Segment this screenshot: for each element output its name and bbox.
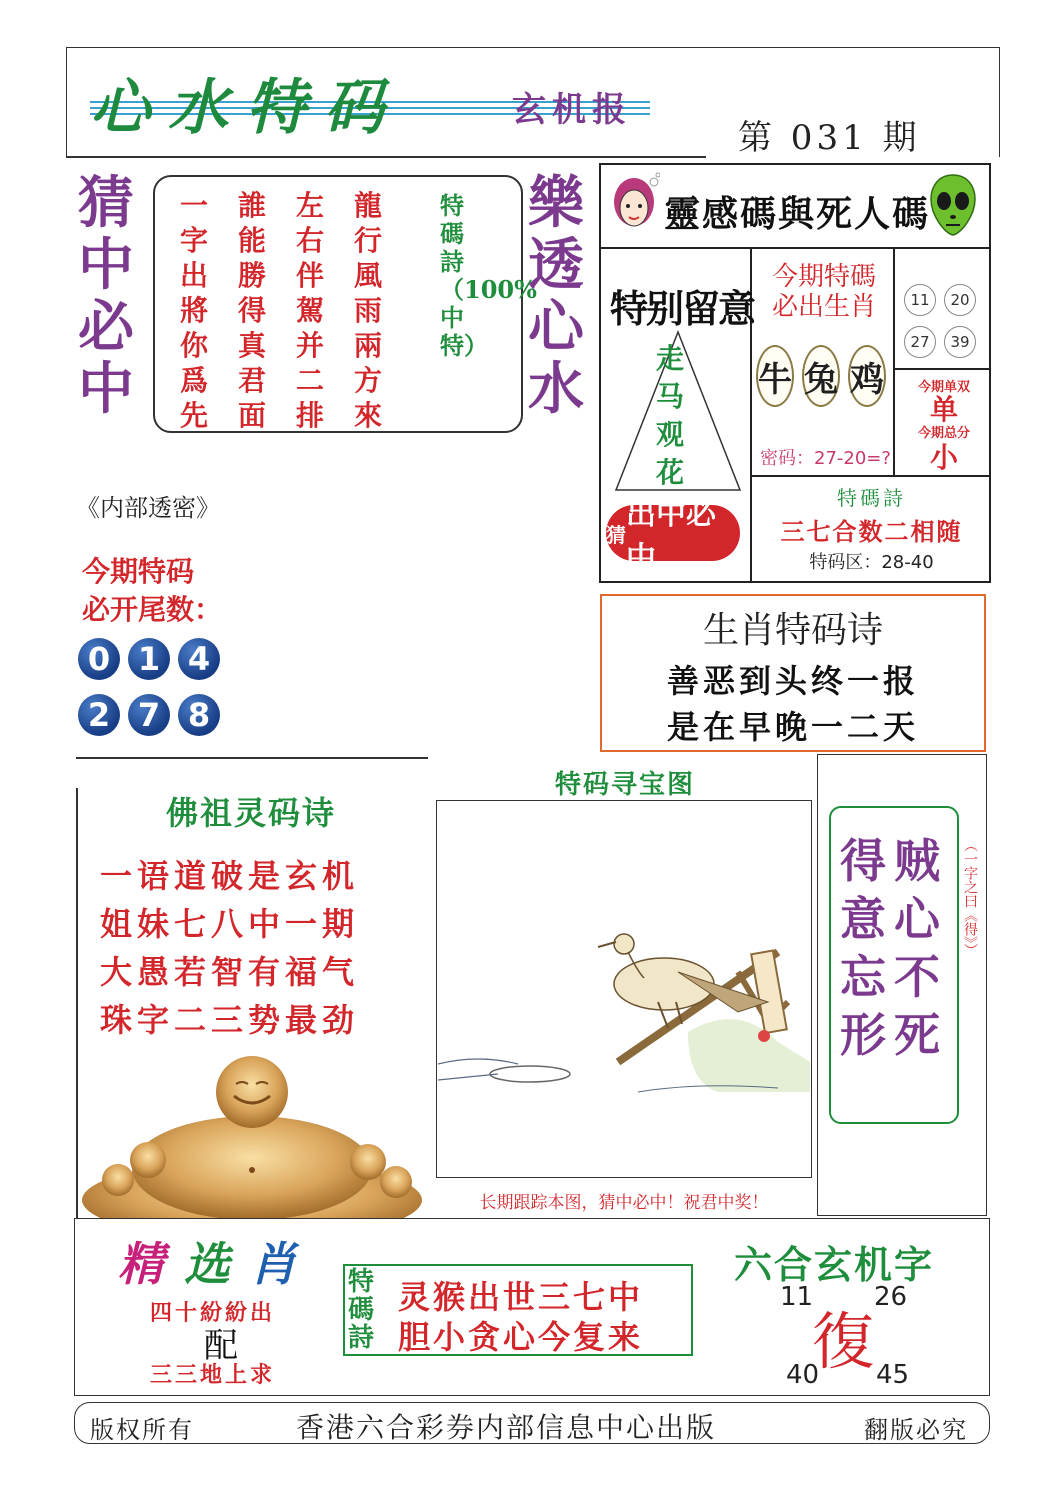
- poem-char: 左: [296, 189, 325, 222]
- masthead-subtitle: 玄机报: [512, 90, 632, 130]
- zodiac-poem-title: 生肖特码诗: [702, 610, 883, 651]
- bottom-special-poem-line: 胆小贪心今复来: [398, 1318, 644, 1356]
- vertical-poem-hint: （一字之曰《得》）: [962, 838, 978, 957]
- secret-code: 密码：27-20=?: [760, 448, 891, 469]
- liuhe-number: 45: [876, 1360, 910, 1390]
- vertical-poem-char: 得: [840, 834, 886, 888]
- footer-publisher: 香港六合彩券内部信息中心出版: [296, 1411, 717, 1444]
- number-circle: 20: [944, 284, 976, 316]
- divider: [893, 247, 895, 475]
- lottery-banner-char: 透: [528, 232, 584, 298]
- horse-phrase-char: 马: [656, 380, 685, 413]
- lottery-banner-char: 水: [528, 356, 584, 422]
- horse-phrase-char: 花: [656, 456, 685, 489]
- tail-heading-line: 今期特码: [82, 555, 195, 588]
- tail-number-ball: 8: [178, 694, 220, 736]
- vertical-poem-char: 意: [840, 892, 886, 946]
- poem-char: 真: [238, 329, 267, 362]
- liuhe-title: 六合玄机字: [734, 1242, 935, 1287]
- poem-column: [180, 188, 208, 433]
- pair-char: 配: [204, 1326, 238, 1366]
- total-label: 今期总分: [917, 426, 970, 441]
- poem-char: 能: [238, 224, 267, 257]
- bottom-special-poem-label: [348, 1268, 374, 1352]
- poem-char: 伴: [296, 259, 325, 292]
- special-poem-label: 特碼詩: [837, 486, 906, 510]
- zodiac-oval: 兔: [802, 345, 840, 407]
- guess-banner: [78, 172, 134, 420]
- buddha-poem: [100, 852, 359, 1044]
- poem-char: 誰: [238, 189, 267, 222]
- riddle-line: 四十紛紛出: [150, 1300, 276, 1326]
- guess-banner-char: 必: [78, 294, 134, 360]
- tail-number-ball: 2: [78, 694, 120, 736]
- horse-phrase-char: 观: [656, 418, 685, 451]
- liuhe-number: 40: [786, 1360, 820, 1390]
- poem-char: 駕: [296, 294, 325, 327]
- label-char: 詩: [348, 1323, 375, 1353]
- tail-number-ball: 7: [128, 694, 170, 736]
- poem-char: 爲: [180, 364, 209, 397]
- poem-grid: [180, 188, 382, 433]
- footer-copyright: 版权所有: [90, 1416, 194, 1444]
- guess-banner-char: 中: [78, 232, 134, 298]
- poem-char: 先: [180, 399, 209, 432]
- vertical-poem-char: 死: [894, 1008, 940, 1062]
- riddle-line: 三三地上求: [150, 1362, 276, 1388]
- poem-char: 方: [354, 364, 383, 397]
- liuhe-char: 復: [812, 1305, 875, 1378]
- footer-notice: 翻版必究: [864, 1416, 968, 1444]
- poem-char: 面: [238, 399, 267, 432]
- poem-column: [354, 188, 382, 433]
- tail-number-ball: 1: [128, 638, 170, 680]
- tail-number-ball: 0: [78, 638, 120, 680]
- guess-badge-main: 出中必中: [626, 497, 716, 576]
- buddha-poem-title: 佛祖灵码诗: [165, 794, 336, 832]
- tail-heading: [82, 553, 222, 629]
- odd-even-value: 单: [929, 393, 958, 426]
- poem-char: 右: [296, 224, 325, 257]
- treasure-map-caption: 长期跟踪本图，猜中必中！祝君中奖！: [479, 1193, 769, 1213]
- poem-char: 出: [180, 259, 209, 292]
- lottery-banner-char: 心: [528, 294, 584, 360]
- inner-secret-label: 《内部透密》: [76, 494, 220, 522]
- poem-label: 特碼詩（100%中特）: [440, 191, 537, 360]
- guess-badge-prefix: 猜: [606, 522, 626, 547]
- buddha-poem-line: 大愚若智有福气: [100, 953, 360, 991]
- number-circle: 27: [904, 326, 936, 358]
- poem-char: 二: [296, 364, 325, 397]
- guess-banner-char: 中: [78, 356, 134, 422]
- code-zone: 特码区：28-40: [809, 552, 934, 573]
- guess-badge: [606, 497, 740, 576]
- poem-char: 雨: [354, 294, 383, 327]
- poem-char: 龍: [354, 189, 383, 222]
- vertical-poem-char: 忘: [840, 950, 886, 1004]
- horse-phrase: [656, 340, 684, 492]
- fine-zodiac-char: 选: [184, 1237, 250, 1291]
- bird-on-branch-image: [438, 802, 810, 1176]
- vertical-poem-char: 不: [894, 950, 940, 1004]
- zodiac-oval: 牛: [756, 345, 794, 407]
- poem-char: 將: [180, 294, 209, 327]
- zodiac-poem-line: 是在早晚一二天: [666, 708, 919, 746]
- odd-even-label: 今期单双: [917, 380, 970, 395]
- fine-zodiac-char: 肖: [250, 1237, 316, 1291]
- special-poem-text: 三七合数二相随: [780, 517, 963, 546]
- treasure-map-title: 特码寻宝图: [554, 770, 695, 800]
- buddha-poem-line: 珠字二三势最劲: [100, 1001, 360, 1039]
- vertical-poem-char: 心: [894, 892, 940, 946]
- poem-char: 兩: [354, 329, 383, 362]
- poem-char: 得: [238, 294, 267, 327]
- zodiac-oval: 鸡: [848, 345, 886, 407]
- zodiac-poem-line: 善恶到头终一报: [666, 662, 919, 700]
- poem-char: 排: [296, 399, 325, 432]
- poem-char: 一: [180, 189, 209, 222]
- poem-column: [296, 188, 324, 433]
- alien-skull-icon: [928, 173, 978, 237]
- vertical-poem-column: [894, 832, 940, 1064]
- issue-number: 第 031 期: [738, 118, 921, 158]
- fine-zodiac-char: 精: [118, 1237, 184, 1291]
- liuhe-number: 26: [874, 1282, 908, 1312]
- lottery-banner-char: 樂: [528, 170, 584, 236]
- tail-heading-line: 必开尾数：: [82, 593, 223, 626]
- number-circle: 39: [944, 326, 976, 358]
- liuhe-number: 11: [780, 1282, 814, 1312]
- poem-char: 行: [354, 224, 383, 257]
- label-char: 碼: [348, 1295, 375, 1325]
- header-underline: [66, 156, 706, 158]
- poem-column: [238, 188, 266, 433]
- poem-char: 你: [180, 329, 209, 362]
- poem-char: 君: [238, 364, 267, 397]
- buddha-poem-line: 一语道破是玄机: [100, 857, 360, 895]
- vertical-poem-char: 形: [840, 1008, 886, 1062]
- guess-banner-char: 猜: [78, 170, 134, 236]
- horse-phrase-char: 走: [656, 342, 685, 375]
- poem-char: 并: [296, 329, 325, 362]
- buddha-poem-line: 姐妹七八中一期: [100, 905, 360, 943]
- inspiration-title: 靈感碼與死人碼: [664, 193, 931, 235]
- fine-zodiac-heading: [118, 1228, 316, 1294]
- divider: [893, 368, 991, 370]
- poem-char: 勝: [238, 259, 267, 292]
- divider: [599, 247, 991, 249]
- vertical-poem-char: 贼: [894, 834, 940, 888]
- cartoon-face-icon: [608, 172, 660, 238]
- poem-char: 風: [354, 259, 383, 292]
- laughing-buddha-image: [78, 1050, 426, 1218]
- tail-number-ball: 4: [178, 638, 220, 680]
- divider: [76, 757, 428, 759]
- special-notice: 特别留意: [610, 286, 755, 331]
- vertical-poem-column: [840, 832, 886, 1064]
- today-zodiac-heading: 今期特碼必出生肖: [771, 262, 876, 322]
- label-char: 特: [348, 1267, 375, 1297]
- bottom-special-poem-line: 灵猴出世三七中: [398, 1278, 644, 1316]
- number-circle: 11: [904, 284, 936, 316]
- total-value: 小: [929, 441, 958, 474]
- poem-char: 字: [180, 224, 209, 257]
- poem-char: 來: [354, 399, 383, 432]
- masthead-title: 心水特码: [90, 73, 402, 143]
